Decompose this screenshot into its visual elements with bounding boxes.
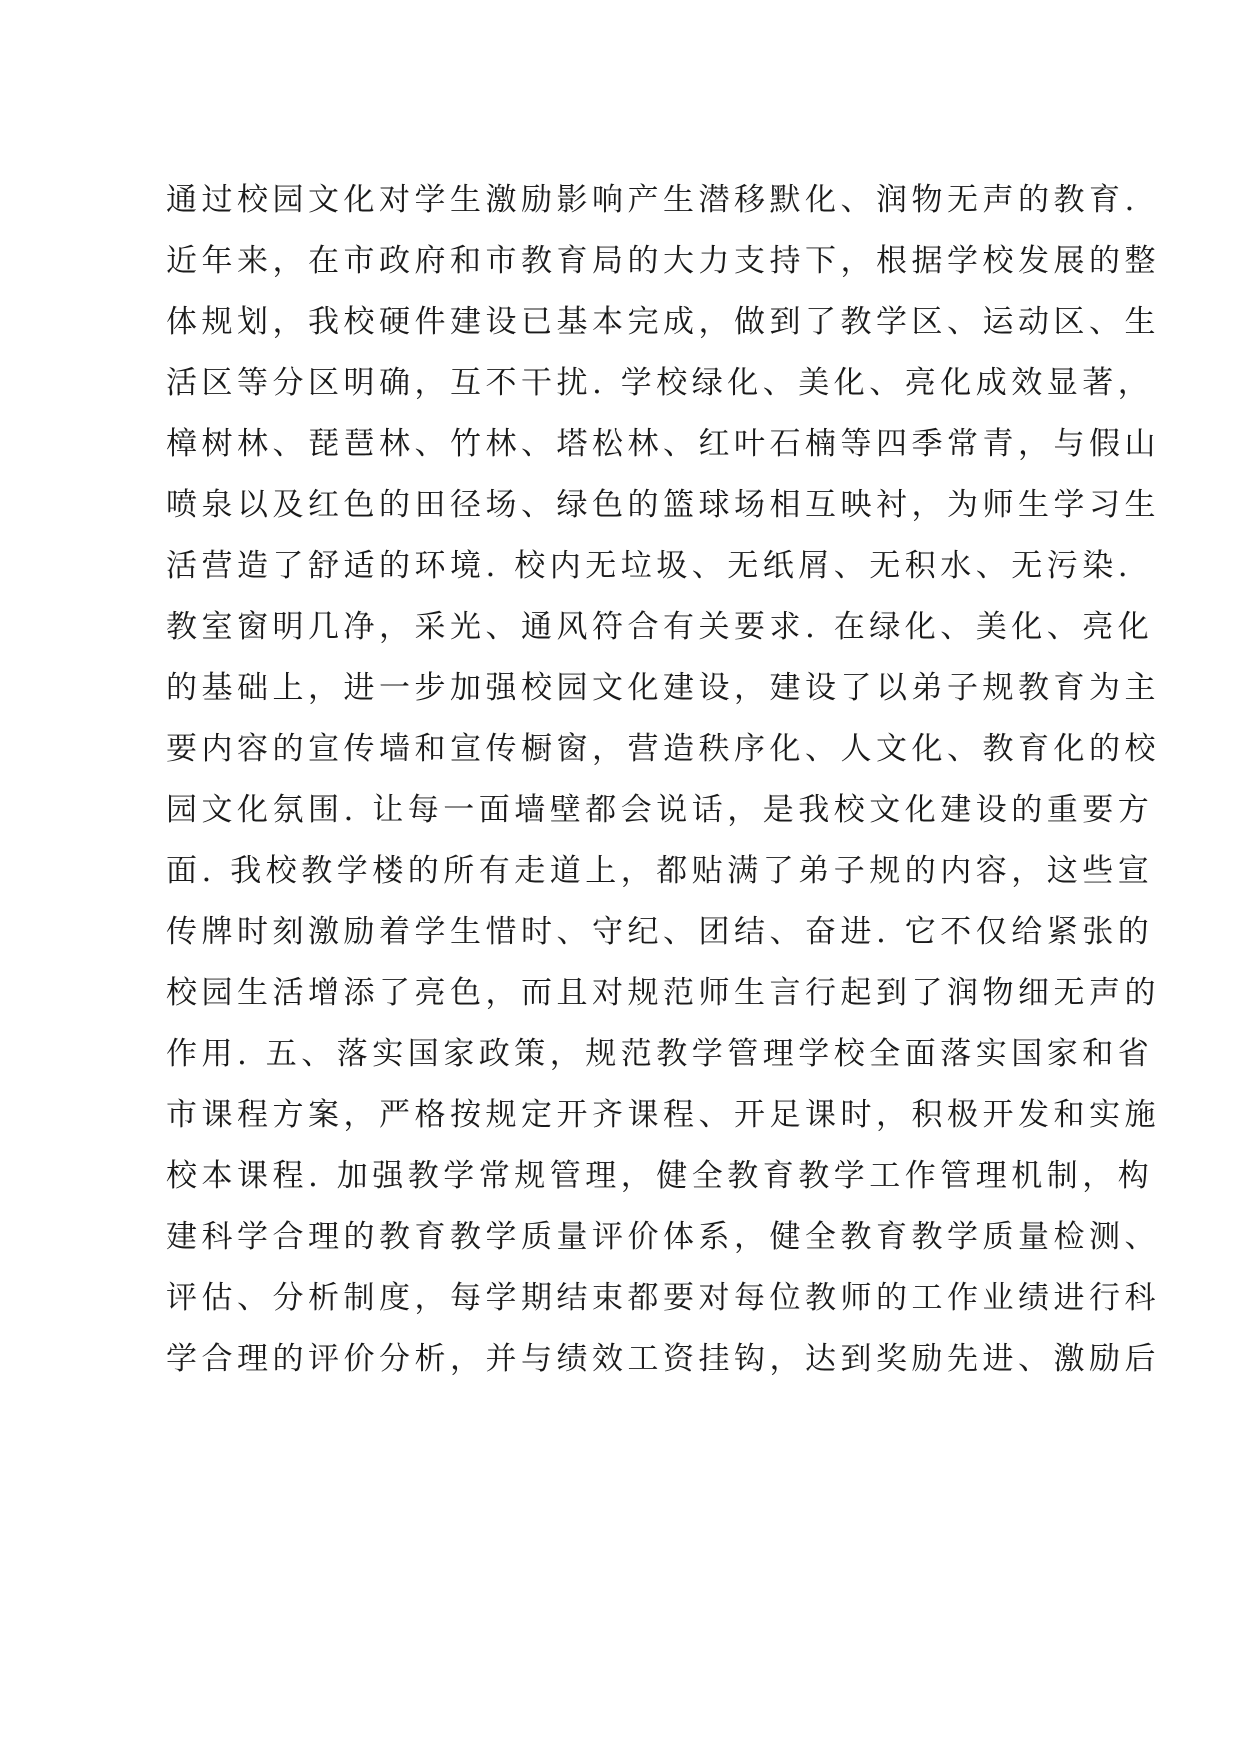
text-line: 活营造了舒适的环境. 校内无垃圾、无纸屑、无积水、无污染. [166,548,1133,584]
text-line: 建科学合理的教育教学质量评价体系，健全教育教学质量检测、 [166,1219,1160,1255]
text-line: 教室窗明几净，采光、通风符合有关要求. 在绿化、美化、亮化 [166,609,1154,645]
text-line: 学合理的评价分析，并与绩效工资挂钩，达到奖励先进、激励后 [166,1341,1160,1377]
text-line: 园文化氛围. 让每一面墙壁都会说话，是我校文化建设的重要方 [166,792,1154,828]
text-line: 近年来，在市政府和市教育局的大力支持下，根据学校发展的整 [166,243,1160,279]
text-line: 传牌时刻激励着学生惜时、守纪、团结、奋进. 它不仅给紧张的 [166,914,1154,950]
text-line: 评估、分析制度，每学期结束都要对每位教师的工作业绩进行科 [166,1280,1160,1316]
text-line: 要内容的宣传墙和宣传橱窗，营造秩序化、人文化、教育化的校 [166,731,1160,767]
text-line: 活区等分区明确，互不干扰. 学校绿化、美化、亮化成效显著， [166,365,1154,401]
text-line: 校本课程. 加强教学常规管理，健全教育教学工作管理机制，构 [166,1158,1154,1194]
text-line: 喷泉以及红色的田径场、绿色的篮球场相互映衬，为师生学习生 [166,487,1160,523]
text-line: 作用. 五、落实国家政策，规范教学管理学校全面落实国家和省 [166,1036,1154,1072]
text-line: 体规划，我校硬件建设已基本完成，做到了教学区、运动区、生 [166,304,1160,340]
text-line: 的基础上，进一步加强校园文化建设，建设了以弟子规教育为主 [166,670,1160,706]
body-text [166,170,1160,1390]
text-line: 通过校园文化对学生激励影响产生潜移默化、润物无声的教育. [166,182,1139,218]
text-line: 校园生活增添了亮色，而且对规范师生言行起到了润物细无声的 [166,975,1160,1011]
text-line: 面. 我校教学楼的所有走道上，都贴满了弟子规的内容，这些宣 [166,853,1154,889]
text-line: 樟树林、琵琶林、竹林、塔松林、红叶石楠等四季常青，与假山 [166,426,1160,462]
text-line: 市课程方案，严格按规定开齐课程、开足课时，积极开发和实施 [166,1097,1160,1133]
